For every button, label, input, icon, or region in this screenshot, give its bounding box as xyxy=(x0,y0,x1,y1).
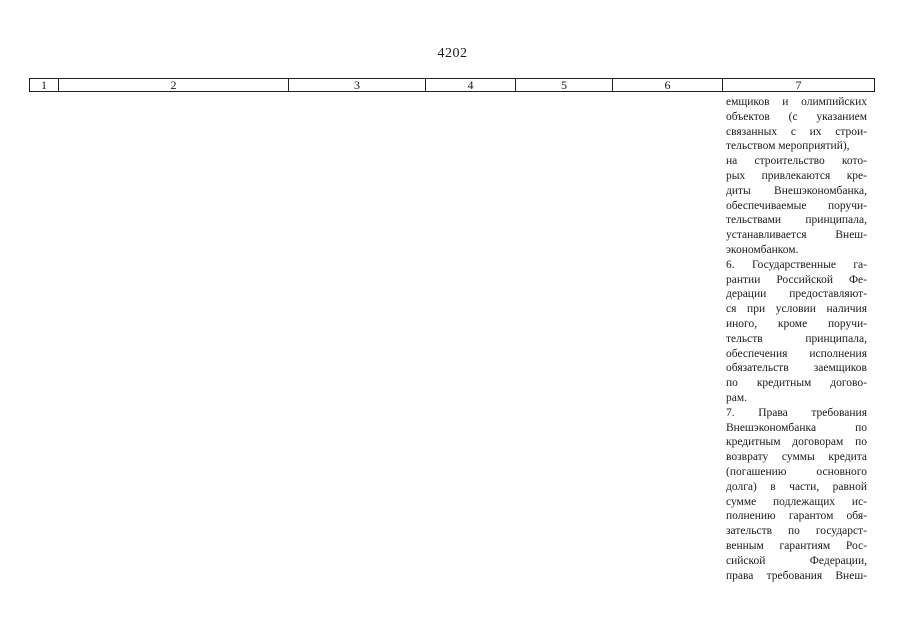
text-line: кредитным договорам по xyxy=(726,436,867,449)
text-line: сумме подлежащих ис- xyxy=(726,495,867,508)
text-line: тельствами принципала, xyxy=(726,214,867,227)
text-line: тельств принципала, xyxy=(726,332,867,345)
column-7-text xyxy=(726,95,867,583)
text-line: полнению гарантом обя- xyxy=(726,510,867,523)
column-header-5: 5 xyxy=(516,79,613,92)
column-header-6: 6 xyxy=(613,79,723,92)
text-line: 7. Права требования xyxy=(726,406,867,419)
column-header-1: 1 xyxy=(30,79,59,92)
text-line: 6. Государственные га- xyxy=(726,258,867,271)
text-line: обеспечиваемые поручи- xyxy=(726,199,867,212)
text-line: по кредитным догово- xyxy=(726,377,867,390)
column-header-3: 3 xyxy=(289,79,426,92)
text-line: связанных с их строи- xyxy=(726,125,867,138)
text-line: на строительство кото- xyxy=(726,155,867,168)
text-line: устанавливается Внеш- xyxy=(726,229,867,242)
column-header-2: 2 xyxy=(59,79,289,92)
text-line: венным гарантиям Рос- xyxy=(726,539,867,552)
text-line: рам. xyxy=(726,391,748,404)
text-line: дерации предоставляют- xyxy=(726,288,867,301)
text-line: экономбанком. xyxy=(726,243,799,256)
text-line: зательств по государст- xyxy=(726,525,867,538)
text-line: иного, кроме поручи- xyxy=(726,317,867,330)
text-line: обеспечения исполнения xyxy=(726,347,867,360)
column-header-row xyxy=(30,79,875,92)
column-header-4: 4 xyxy=(426,79,516,92)
text-line: возврату суммы кредита xyxy=(726,451,867,464)
column-header-table xyxy=(29,78,875,92)
text-line: обязательств заемщиков xyxy=(726,362,867,375)
text-line: Внешэкономбанка по xyxy=(726,421,867,434)
text-line: тельством мероприятий), xyxy=(726,140,850,153)
text-line: емщиков и олимпийских xyxy=(726,96,867,108)
text-line: объектов (с указанием xyxy=(726,110,867,123)
text-line: долга) в части, равной xyxy=(726,480,867,493)
text-line: сийской Федерации, xyxy=(726,554,867,567)
text-line: права требования Внеш- xyxy=(726,569,867,582)
page-number: 4202 xyxy=(437,46,468,61)
text-line: диты Внешэкономбанка, xyxy=(726,184,867,197)
text-line: (погашению основного xyxy=(726,465,867,478)
text-line: рых привлекаются кре- xyxy=(726,169,867,182)
text-line: ся при условии наличия xyxy=(726,303,867,316)
text-line: рантии Российской Фе- xyxy=(726,273,867,286)
column-header-7: 7 xyxy=(723,79,875,92)
